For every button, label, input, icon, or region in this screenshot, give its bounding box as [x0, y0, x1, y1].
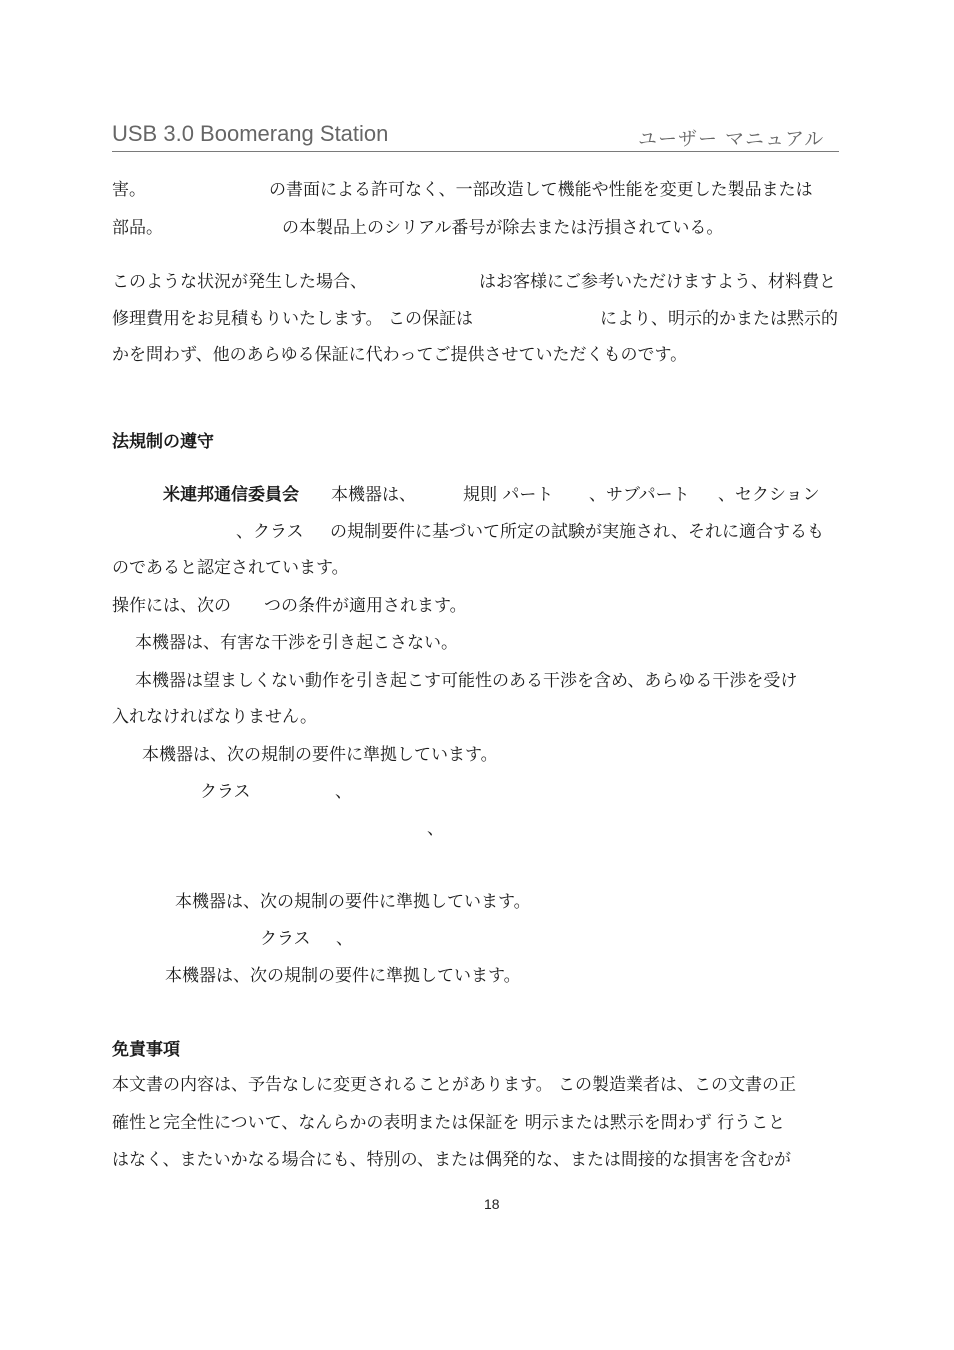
warranty-line-1a: 害。 [112, 180, 146, 200]
standards-class-2a: クラス [260, 929, 311, 949]
warranty-line-4a: 修理費用をお見積もりいたします。 この保証は [112, 309, 474, 329]
warranty-line-2a: 部品。 [112, 218, 163, 238]
fcc-line-1b: 規則 パート [463, 485, 554, 505]
standards-class-2b: 、 [336, 929, 353, 949]
fcc-line-1a: 本機器は、 [331, 485, 416, 505]
fcc-label: 米連邦通信委員会 [163, 485, 299, 505]
manual-label: ユーザー マニュアル [638, 128, 825, 150]
standards-line-2: 本機器は、次の規制の要件に準拠しています。 [175, 892, 531, 912]
warranty-line-3b: はお客様にご参考いただけますよう、材料費と [479, 272, 836, 292]
conditions-line-b: つの条件が適用されます。 [264, 596, 467, 616]
fcc-line-1c: 、サブパート [589, 485, 690, 505]
condition-1: 本機器は、有害な干渉を引き起こさない。 [135, 633, 458, 653]
condition-2-line-2: 入れなければなりません。 [112, 707, 318, 727]
disclaimer-line-1: 本文書の内容は、予告なしに変更されることがあります。 この製造業者は、この文書の正 [112, 1075, 797, 1095]
standards-class-b: 、 [335, 782, 352, 802]
conditions-line-a: 操作には、次の [112, 596, 231, 616]
fcc-line-2b: の規制要件に基づいて所定の試験が実施され、それに適合するも [330, 522, 825, 542]
standards-line-1: 本機器は、次の規制の要件に準拠しています。 [142, 745, 498, 765]
warranty-line-1b: の書面による許可なく、一部改造して機能や性能を変更した製品または [269, 180, 813, 200]
header-divider [112, 151, 839, 152]
standards-separator: 、 [427, 819, 444, 839]
warranty-line-3a: このような状況が発生した場合、 [112, 272, 367, 292]
compliance-heading: 法規制の遵守 [112, 432, 214, 452]
standards-class-a: クラス [200, 782, 251, 802]
document-title: USB 3.0 Boomerang Station [112, 121, 389, 146]
condition-2-line-1: 本機器は望ましくない動作を引き起こす可能性のある干渉を含め、あらゆる干渉を受け [135, 671, 798, 691]
fcc-line-3: のであると認定されています。 [112, 558, 349, 578]
warranty-line-4b: により、明示的かまたは黙示的 [600, 309, 838, 329]
warranty-line-5: かを問わず、他のあらゆる保証に代わってご提供させていただくものです。 [112, 345, 688, 365]
standards-line-3: 本機器は、次の規制の要件に準拠しています。 [165, 966, 521, 986]
warranty-line-2b: の本製品上のシリアル番号が除去または汚損されている。 [282, 218, 724, 238]
disclaimer-line-2: 確性と完全性について、なんらかの表明または保証を 明示または黙示を問わず 行うこと [112, 1113, 786, 1133]
fcc-line-2a: 、クラス [236, 522, 304, 542]
page-number: 18 [484, 1196, 500, 1212]
disclaimer-line-3: はなく、またいかなる場合にも、特別の、または偶発的な、または間接的な損害を含むが [112, 1150, 791, 1170]
fcc-line-1d: 、セクション [718, 485, 820, 505]
disclaimer-heading: 免責事項 [112, 1040, 180, 1060]
